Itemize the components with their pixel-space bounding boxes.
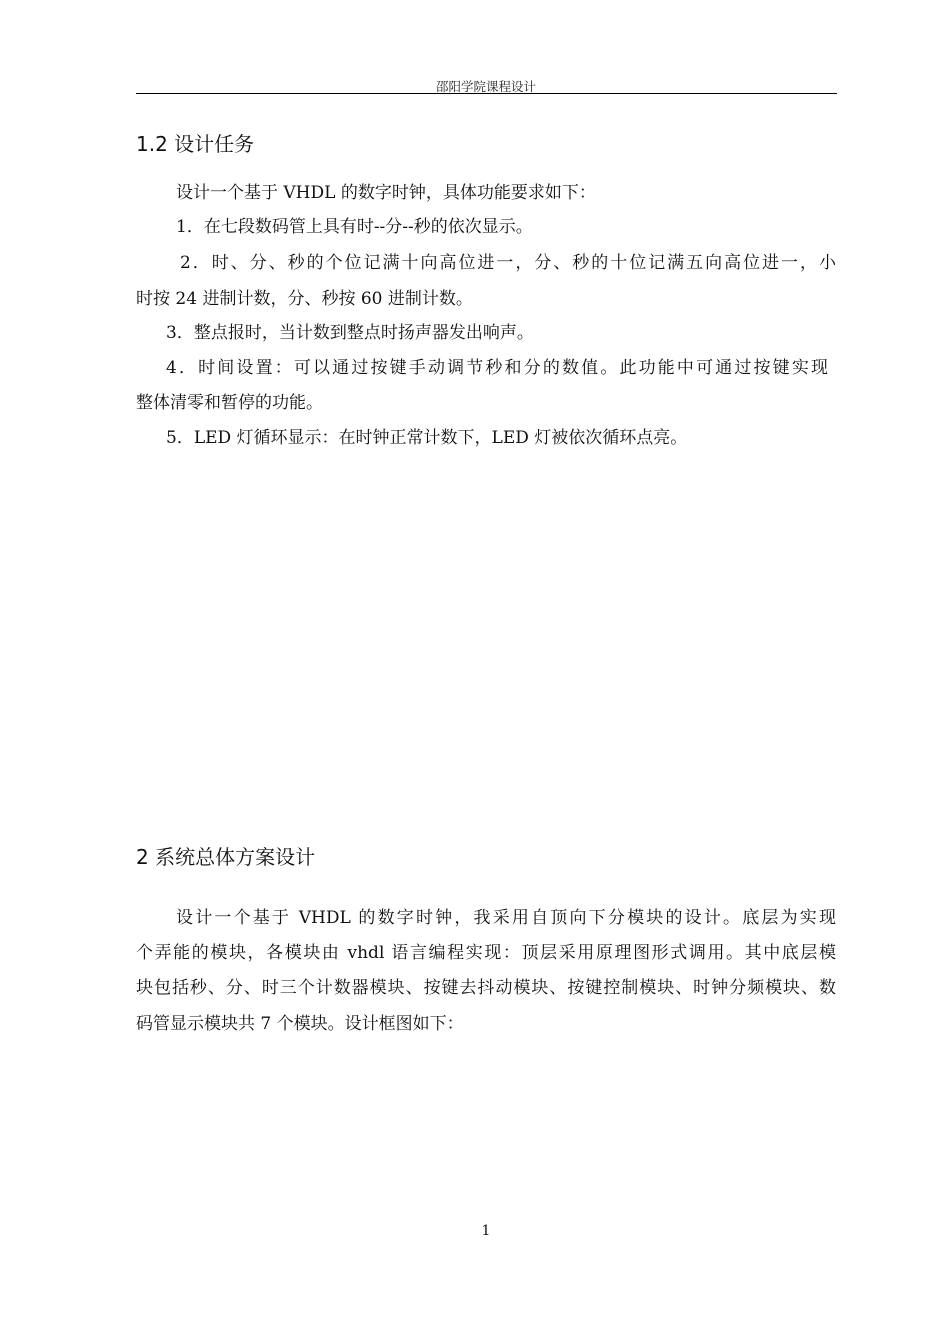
requirement-item-5: 5．LED 灯循环显示：在时钟正常计数下，LED 灯被依次循环点亮。 [166,428,688,448]
section-heading-1-2: 1.2 设计任务 [136,132,255,156]
requirement-item-1: 1．在七段数码管上具有时--分--秒的依次显示。 [176,217,533,237]
page-header: 邵阳学院课程设计 [435,79,536,94]
requirement-item-4-line-1: 4．时间设置：可以通过按键手动调节秒和分的数值。此功能中可通过按键实现 [166,358,828,378]
section-2-paragraph-line-2: 个弄能的模块，各模块由 vhdl 语言编程实现：顶层采用原理图形式调用。其中底层模 [136,943,836,963]
requirement-item-4-line-2: 整体清零和暂停的功能。 [136,393,323,413]
section-2-paragraph-line-4: 码管显示模块共 7 个模块。设计框图如下： [136,1014,464,1034]
requirement-item-3: 3．整点报时，当计数到整点时扬声器发出响声。 [166,323,534,343]
requirement-item-2-line-1: 2．时、分、秒的个位记满十向高位进一，分、秒的十位记满五向高位进一，小 [180,253,836,273]
section-1-2-intro: 设计一个基于 VHDL 的数字时钟，具体功能要求如下： [176,183,596,203]
section-2-paragraph-line-1: 设计一个基于 VHDL 的数字时钟，我采用自顶向下分模块的设计。底层为实现 [176,908,836,928]
section-2-paragraph-line-3: 块包括秒、分、时三个计数器模块、按键去抖动模块、按键控制模块、时钟分频模块、数 [136,978,836,998]
page-number: 1 [481,1223,491,1239]
header-divider [136,93,837,94]
requirement-item-2-line-2: 时按 24 进制计数，分、秒按 60 进制计数。 [136,289,473,309]
section-heading-2: 2 系统总体方案设计 [136,845,316,869]
